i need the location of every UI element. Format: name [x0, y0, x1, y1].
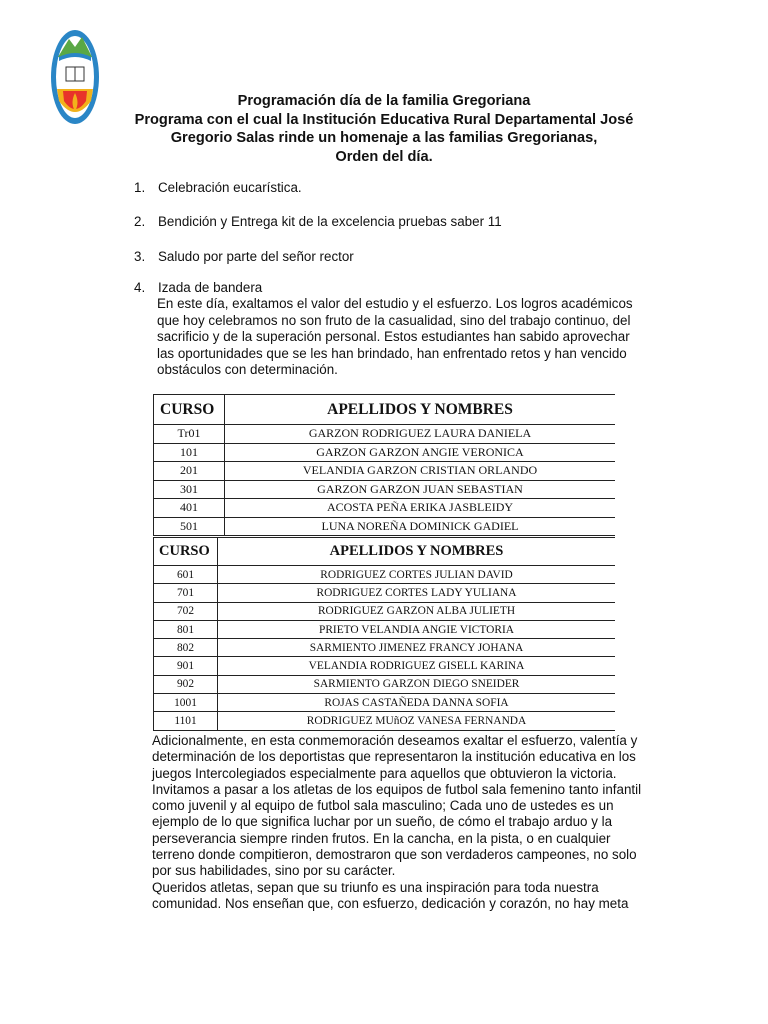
- column-header-nombres: APELLIDOS Y NOMBRES: [218, 538, 616, 566]
- course-cell: 201: [154, 462, 225, 481]
- table-row: [154, 639, 616, 657]
- course-cell: 902: [154, 675, 218, 693]
- student-name-cell: RODRIGUEZ GARZON ALBA JULIETH: [218, 602, 616, 620]
- paragraph-line: perseverancia siempre rinden frutos. En la cancha, en la pista, o en cualquier: [152, 830, 611, 846]
- course-cell: 702: [154, 602, 218, 620]
- table-header-row: [154, 538, 616, 566]
- student-name-cell: PRIETO VELANDIA ANGIE VICTORIA: [218, 620, 616, 638]
- heading-line-1: Programación día de la familia Gregoriana: [237, 93, 531, 109]
- list-item: [134, 280, 262, 295]
- table-row: [154, 602, 616, 620]
- student-name-cell: SARMIENTO GARZON DIEGO SNEIDER: [218, 675, 616, 693]
- table-row: [154, 443, 616, 462]
- list-item: [134, 180, 302, 195]
- course-cell: Tr01: [154, 425, 225, 444]
- paragraph-line: obstáculos con determinación.: [157, 362, 338, 377]
- student-name-cell: RODRIGUEZ CORTES JULIAN DAVID: [218, 566, 616, 584]
- table-row: [154, 712, 616, 730]
- student-name-cell: ROJAS CASTAÑEDA DANNA SOFIA: [218, 694, 616, 712]
- table-row: [154, 499, 616, 518]
- student-name-cell: RODRIGUEZ CORTES LADY YULIANA: [218, 584, 616, 602]
- table-row: [154, 517, 616, 536]
- paragraph-line: Adicionalmente, en esta conmemoración deseamos exaltar el esfuerzo, valentía y: [152, 733, 638, 748]
- column-header-curso: CURSO: [154, 395, 225, 425]
- paragraph-line: En este día, exaltamos el valor del estudio y el esfuerzo. Los logros académicos: [157, 296, 633, 311]
- list-item-number: 2.: [134, 214, 146, 229]
- table-row: [154, 657, 616, 675]
- course-cell: 901: [154, 657, 218, 675]
- student-name-cell: GARZON RODRIGUEZ LAURA DANIELA: [225, 425, 616, 444]
- paragraph-line: determinación de los deportistas que representaron la institución educativa en los: [152, 749, 636, 765]
- paragraph-line: terreno donde compitieron, demostraron que son verdaderos campeones, no solo: [152, 847, 637, 863]
- paragraph-line: Invitamos a pasar a los atletas de los equipos de futbol sala femenino tanto infantil: [152, 781, 642, 797]
- students-table-2: [153, 537, 615, 731]
- list-item: [134, 214, 502, 229]
- list-item-text: Bendición y Entrega kit de la excelencia pruebas saber 11: [158, 214, 502, 229]
- closing-paragraph: [152, 733, 662, 912]
- paragraph-line: ejemplo de lo que significa luchar por un sueño, de cómo el trabajo arduo y la: [152, 814, 613, 830]
- student-name-cell: LUNA NOREÑA DOMINICK GADIEL: [225, 517, 616, 536]
- school-crest-logo: [49, 27, 101, 127]
- paragraph-line: sacrificio y de la superación personal. Estos estudiantes han sabido aprovechar: [157, 329, 630, 344]
- paragraph-line: las oportunidades que se les han brindado, han enfrentado retos y han vencido: [157, 345, 627, 361]
- school-crest-icon: [49, 27, 101, 127]
- document-heading: [100, 92, 668, 166]
- list-item-number: 4.: [134, 280, 146, 295]
- heading-line-2: Programa con el cual la Institución Educativa Rural Departamental José: [134, 111, 634, 128]
- paragraph-line: juegos Intercolegiados especialmente para aquellos que obtuvieron la victoria.: [152, 765, 617, 781]
- paragraph-line: comunidad. Nos enseñan que, con esfuerzo, dedicación y corazón, no hay meta: [152, 895, 629, 911]
- list-item-number: 1.: [134, 180, 146, 195]
- table-row: [154, 584, 616, 602]
- student-name-cell: ACOSTA PEÑA ERIKA JASBLEIDY: [225, 499, 616, 518]
- course-cell: 101: [154, 443, 225, 462]
- students-table-1: [153, 394, 615, 536]
- table-row: [154, 480, 616, 499]
- list-item-text: Saludo por parte del señor rector: [158, 249, 354, 264]
- table-row: [154, 620, 616, 638]
- list-item: [134, 249, 354, 264]
- student-name-cell: SARMIENTO JIMENEZ FRANCY JOHANA: [218, 639, 616, 657]
- list-item-text: Celebración eucarística.: [158, 180, 302, 195]
- student-name-cell: VELANDIA RODRIGUEZ GISELL KARINA: [218, 657, 616, 675]
- table-header-row: [154, 395, 616, 425]
- course-cell: 501: [154, 517, 225, 536]
- course-cell: 801: [154, 620, 218, 638]
- course-cell: 301: [154, 480, 225, 499]
- paragraph-line: que hoy celebramos no son fruto de la casualidad, sino del trabajo continuo, del: [157, 312, 631, 328]
- table-row: [154, 675, 616, 693]
- table-row: [154, 462, 616, 481]
- paragraph-line: Queridos atletas, sepan que su triunfo es una inspiración para toda nuestra: [152, 879, 599, 895]
- student-name-cell: VELANDIA GARZON CRISTIAN ORLANDO: [225, 462, 616, 481]
- course-cell: 1001: [154, 694, 218, 712]
- column-header-nombres: APELLIDOS Y NOMBRES: [225, 395, 616, 425]
- table-row: [154, 425, 616, 444]
- table-row: [154, 566, 616, 584]
- heading-line-4: Orden del día.: [335, 148, 433, 165]
- column-header-curso: CURSO: [154, 538, 218, 566]
- course-cell: 802: [154, 639, 218, 657]
- student-name-cell: GARZON GARZON ANGIE VERONICA: [225, 443, 616, 462]
- paragraph-line: por sus habilidades, sino por su carácter.: [152, 863, 396, 879]
- course-cell: 1101: [154, 712, 218, 730]
- course-cell: 601: [154, 566, 218, 584]
- course-cell: 701: [154, 584, 218, 602]
- item4-paragraph: [157, 296, 657, 379]
- paragraph-line: como juvenil y al equipo de futbol sala masculino; Cada uno de ustedes es un: [152, 798, 614, 814]
- student-name-cell: GARZON GARZON JUAN SEBASTIAN: [225, 480, 616, 499]
- list-item-number: 3.: [134, 249, 146, 264]
- heading-line-3: Gregorio Salas rinde un homenaje a las familias Gregorianas,: [170, 130, 598, 146]
- table-row: [154, 694, 616, 712]
- course-cell: 401: [154, 499, 225, 518]
- list-item-text: Izada de bandera: [158, 280, 263, 295]
- student-name-cell: RODRIGUEZ MUñOZ VANESA FERNANDA: [218, 712, 616, 730]
